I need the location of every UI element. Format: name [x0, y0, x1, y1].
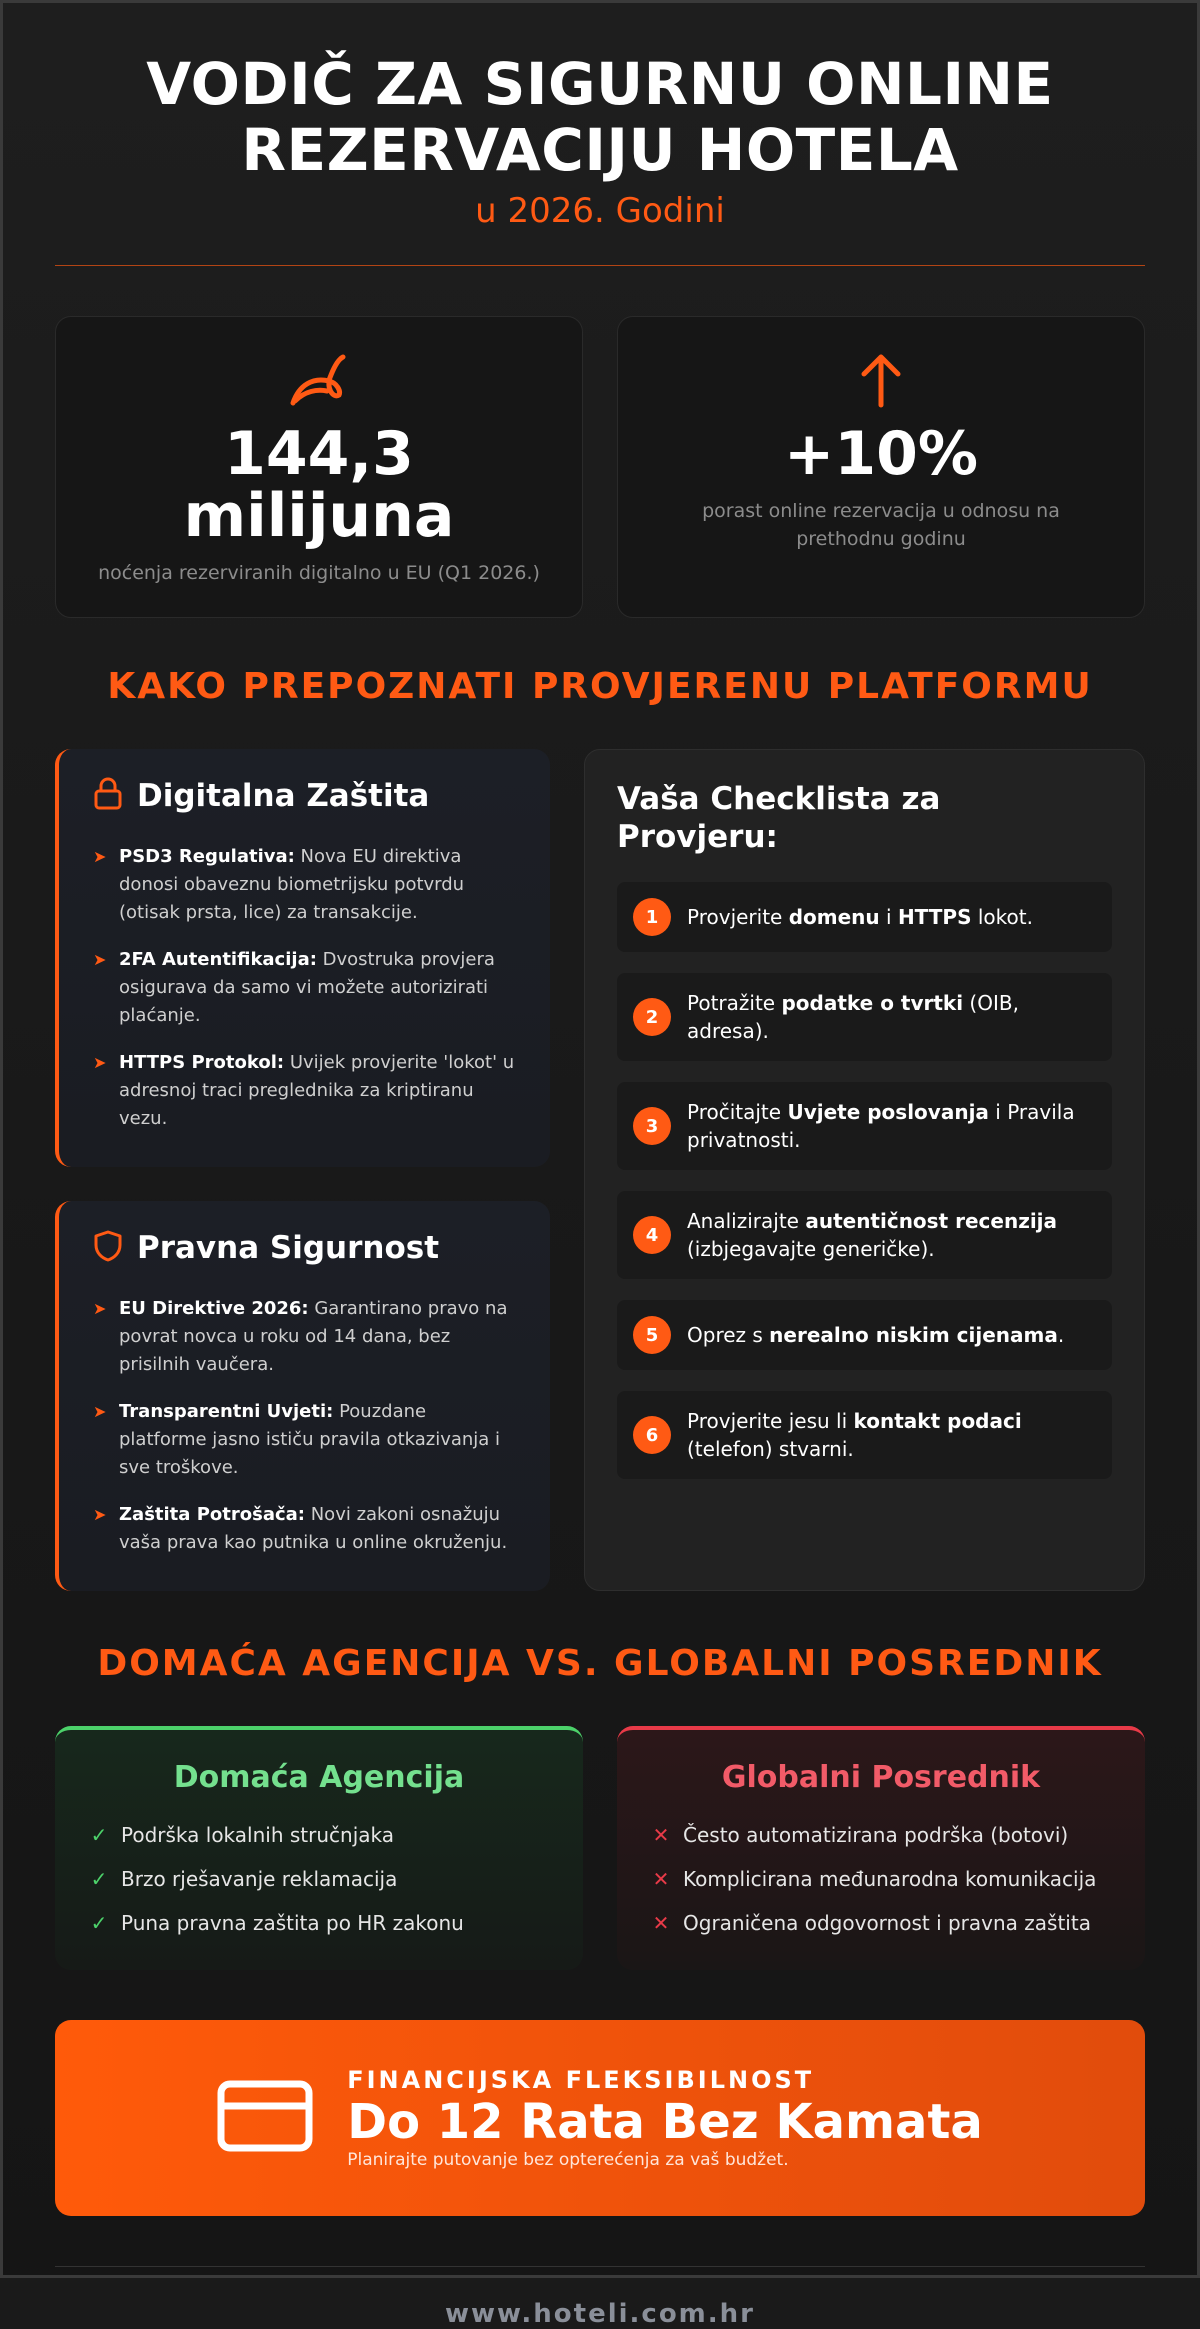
list-item: [93, 1398, 516, 1482]
checklist-item-text: [687, 1407, 1096, 1463]
checklist-item-text: [687, 1207, 1096, 1263]
item-label: EU Direktive 2026:: [119, 1298, 309, 1319]
emphasis-text: HTTPS: [897, 905, 972, 929]
footer-url[interactable]: www.hoteli.com.hr: [445, 2299, 755, 2329]
emphasis-text: domenu: [788, 905, 880, 929]
emphasis-text: Uvjete poslovanja: [787, 1100, 989, 1124]
item-text: Oprez s: [687, 1323, 770, 1347]
chart-curve-icon: [56, 351, 582, 409]
emphasis-text: nerealno niskim cijenama: [769, 1323, 1058, 1347]
checklist-item-text: [687, 903, 1033, 931]
cross-icon: ✕: [652, 1911, 670, 1935]
item-text: Komplicirana međunarodna komunikacija: [683, 1867, 1097, 1891]
card-header: [93, 777, 516, 815]
list-item: [89, 1909, 549, 1937]
arrow-bullet-icon: ➤: [93, 950, 107, 969]
step-number-badge: 6: [633, 1416, 671, 1454]
item-label: 2FA Autentifikacija:: [119, 949, 317, 970]
pros-list: [89, 1821, 549, 1937]
stats-row: [55, 316, 1145, 618]
emphasis-text: autentičnost recenzija: [805, 1209, 1058, 1233]
step-number-badge: 1: [633, 898, 671, 936]
item-text: i Pravila privatnosti.: [687, 1100, 1075, 1152]
shield-icon: [93, 1229, 123, 1267]
item-text: Puna pravna zaštita po HR zakonu: [121, 1911, 464, 1935]
item-text: Garantirano pravo na povrat novca u roku od 14 dana, bez prisilnih vaučera.: [119, 1298, 508, 1375]
check-icon: ✓: [90, 1823, 108, 1847]
checklist-item-text: [687, 989, 1096, 1045]
stat-card-growth: [617, 316, 1145, 618]
stat-description: noćenja rezerviranih digitalno u EU (Q1 2026.): [98, 562, 540, 584]
checklist-items: [617, 882, 1112, 1479]
arrow-bullet-icon: ➤: [93, 1505, 107, 1524]
item-text: (OIB, adresa).: [687, 991, 1019, 1043]
item-text: .: [1057, 1323, 1065, 1347]
header: [55, 3, 1145, 231]
item-text: (telefon) stvarni.: [687, 1437, 854, 1461]
list-item: [93, 1501, 516, 1557]
check-icon: ✓: [90, 1911, 108, 1935]
item-text: Dvostruka provjera osigurava da samo vi možete autorizirati plaćanje.: [119, 949, 495, 1026]
item-text: Pročitajte: [687, 1100, 788, 1124]
list-item: [93, 1049, 516, 1133]
item-text: Novi zakoni osnažuju vaša prava kao putnika u online okruženju.: [119, 1504, 508, 1553]
stat-card-nights: [55, 316, 583, 618]
page-title: [55, 51, 1145, 183]
checklist-item-text: [687, 1098, 1096, 1154]
emphasis-text: kontakt podaci: [853, 1409, 1022, 1433]
section-title-platform: KAKO PREPOZNATI PROVJERENU PLATFORMU: [107, 666, 1093, 707]
item-text: i: [879, 905, 898, 929]
checklist-item: [617, 1391, 1112, 1479]
arrow-bullet-icon: ➤: [93, 1299, 107, 1318]
item-label: Zaštita Potrošača:: [119, 1504, 305, 1525]
item-text: Provjerite: [687, 905, 789, 929]
cons-list: [651, 1821, 1111, 1937]
stat-value: [56, 419, 582, 551]
footer-divider: [55, 2266, 1145, 2267]
checklist-item-text: [687, 1321, 1064, 1349]
checklist-item: [617, 882, 1112, 952]
stat-value-number: 144,3: [224, 419, 414, 489]
page-subtitle: u 2026. Godini: [475, 191, 725, 231]
step-number-badge: 5: [633, 1316, 671, 1354]
verification-checklist: [584, 749, 1145, 1591]
checklist-item: [617, 1191, 1112, 1279]
item-text: Uvijek provjerite 'lokot' u adresnoj traci preglednika za kriptiranu vezu.: [119, 1052, 515, 1129]
item-text: lokot.: [971, 905, 1033, 929]
list-item: [651, 1865, 1111, 1893]
item-text: Podrška lokalnih stručnjaka: [121, 1823, 394, 1847]
arrow-up-icon: [618, 351, 1144, 409]
list-item: [93, 946, 516, 1030]
card-title: Pravna Sigurnost: [137, 1230, 440, 1266]
cross-icon: ✕: [652, 1867, 670, 1891]
list-item: [93, 843, 516, 927]
item-text: Ograničena odgovornost i pravna zaštita: [683, 1911, 1091, 1935]
banner-text: [347, 2066, 983, 2170]
legal-list: [93, 1295, 516, 1557]
check-icon: ✓: [90, 1867, 108, 1891]
item-text: Analizirajte: [687, 1209, 806, 1233]
list-item: [651, 1821, 1111, 1849]
item-text: Provjerite jesu li: [687, 1409, 854, 1433]
list-item: [89, 1865, 549, 1893]
item-label: PSD3 Regulativa:: [119, 846, 295, 867]
arrow-bullet-icon: ➤: [93, 847, 107, 866]
protection-column: [55, 749, 550, 1591]
list-item: [89, 1821, 549, 1849]
legal-safety-card: [55, 1201, 550, 1591]
credit-card-icon: [217, 2080, 313, 2156]
list-item: [93, 1295, 516, 1379]
global-broker-card: [617, 1726, 1145, 1970]
digital-protection-card: [55, 749, 550, 1167]
card-title: Digitalna Zaštita: [137, 778, 430, 814]
item-text: Brzo rješavanje reklamacija: [121, 1867, 398, 1891]
section-title-compare: DOMAĆA AGENCIJA VS. GLOBALNI POSREDNIK: [97, 1643, 1103, 1684]
item-text: Često automatizirana podrška (botovi): [683, 1823, 1069, 1847]
item-text: Nova EU direktiva donosi obaveznu biometrijsku potvrdu (otisak prsta, lice) za transakcije.: [119, 846, 465, 923]
lock-icon: [93, 777, 123, 815]
title-line-2: REZERVACIJU HOTELA: [241, 116, 959, 184]
checklist-item: [617, 1300, 1112, 1370]
platform-columns: [55, 749, 1145, 1591]
checklist-item: [617, 1082, 1112, 1170]
arrow-bullet-icon: ➤: [93, 1402, 107, 1421]
header-divider: [55, 265, 1145, 266]
item-text: Pouzdane platforme jasno ističu pravila otkazivanja i sve troškove.: [119, 1401, 501, 1478]
step-number-badge: 4: [633, 1216, 671, 1254]
stat-description: porast online rezervacija u odnosu na prethodnu godinu: [702, 500, 1060, 550]
checklist-title: Vaša Checklista za Provjeru:: [617, 781, 941, 855]
local-agency-card: [55, 1726, 583, 1970]
stat-value-unit: milijuna: [183, 481, 455, 551]
card-title: Domaća Agencija: [173, 1760, 465, 1795]
card-title: Globalni Posrednik: [721, 1760, 1041, 1795]
step-number-badge: 3: [633, 1107, 671, 1145]
list-item: [651, 1909, 1111, 1937]
stat-value: +10%: [784, 419, 978, 489]
item-text: (izbjegavajte generičke).: [687, 1237, 935, 1261]
arrow-bullet-icon: ➤: [93, 1053, 107, 1072]
banner-headline: Do 12 Rata Bez Kamata: [347, 2094, 983, 2150]
checklist-item: [617, 973, 1112, 1061]
banner-subtext: Planirajte putovanje bez opterećenja za vaš budžet.: [347, 2150, 789, 2170]
step-number-badge: 2: [633, 998, 671, 1036]
emphasis-text: podatke o tvrtki: [781, 991, 964, 1015]
comparison-row: [55, 1726, 1145, 1970]
card-header: [93, 1229, 516, 1267]
item-label: HTTPS Protokol:: [119, 1052, 285, 1073]
item-text: Potražite: [687, 991, 782, 1015]
title-line-1: VODIČ ZA SIGURNU ONLINE: [146, 50, 1054, 118]
installments-banner: [55, 2020, 1145, 2216]
item-label: Transparentni Uvjeti:: [119, 1401, 334, 1422]
banner-kicker: FINANCIJSKA FLEKSIBILNOST: [347, 2066, 815, 2094]
cross-icon: ✕: [652, 1823, 670, 1847]
digital-list: [93, 843, 516, 1133]
